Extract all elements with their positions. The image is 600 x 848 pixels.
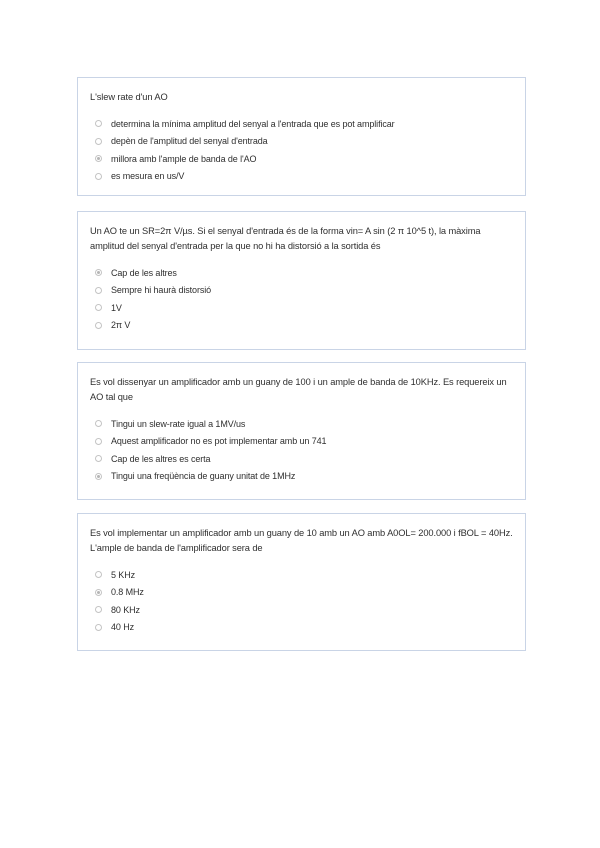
radio-button-icon[interactable] (95, 624, 102, 631)
answer-options (90, 566, 513, 636)
question-card-2 (77, 211, 526, 350)
answer-options (90, 415, 513, 485)
radio-button-icon[interactable] (95, 322, 102, 329)
answer-option-b[interactable] (95, 584, 513, 602)
answer-option-c[interactable] (95, 601, 513, 619)
answer-label: Tingui una freqüència de guany unitat de 1MHz (111, 471, 296, 482)
answer-label: es mesura en us/V (111, 171, 185, 182)
radio-button-icon[interactable] (95, 138, 102, 145)
question-card-3 (77, 362, 526, 500)
answer-option-d[interactable] (95, 468, 513, 486)
answer-option-a[interactable] (95, 566, 513, 584)
question-card-4 (77, 513, 526, 651)
answer-label: Sempre hi haurà distorsió (111, 285, 212, 296)
answer-label: determina la mínima amplitud del senyal a l'entrada que es pot amplificar (111, 118, 395, 129)
answer-option-d[interactable] (95, 619, 513, 637)
answer-option-d[interactable] (95, 168, 513, 186)
answer-label: Cap de les altres (111, 267, 177, 278)
answer-option-b[interactable] (95, 133, 513, 151)
radio-button-icon[interactable] (95, 304, 102, 311)
radio-button-icon[interactable] (95, 571, 102, 578)
radio-button-icon[interactable] (95, 120, 102, 127)
radio-button-selected-icon[interactable] (95, 473, 102, 480)
answer-label: 80 KHz (111, 604, 140, 615)
answer-option-c[interactable] (95, 150, 513, 168)
question-text: L'slew rate d'un AO (90, 92, 168, 102)
radio-button-icon[interactable] (95, 455, 102, 462)
answer-option-a[interactable] (95, 264, 513, 282)
answer-label: Aquest amplificador no es pot implementar amb un 741 (111, 436, 327, 447)
answer-option-c[interactable] (95, 299, 513, 317)
radio-button-selected-icon[interactable] (95, 269, 102, 276)
answer-label: 2π V (111, 320, 131, 331)
radio-button-icon[interactable] (95, 420, 102, 427)
radio-button-icon[interactable] (95, 606, 102, 613)
answer-option-a[interactable] (95, 415, 513, 433)
question-card-1 (77, 77, 526, 196)
radio-button-icon[interactable] (95, 287, 102, 294)
answer-label: 1V (111, 302, 122, 313)
answer-option-b[interactable] (95, 433, 513, 451)
question-text: Un AO te un SR=2π V/µs. Si el senyal d'entrada és de la forma vin= A sin (2 π 10^5 t), la màxima amplitud del senyal d'entrada per la que no hi ha distorsió a la sortida és (90, 226, 481, 251)
answer-label: Tingui un slew-rate igual a 1MV/us (111, 418, 246, 429)
radio-button-selected-icon[interactable] (95, 589, 102, 596)
answer-label: 0.8 MHz (111, 587, 144, 598)
answer-option-a[interactable] (95, 115, 513, 133)
answer-label: 40 Hz (111, 622, 135, 633)
question-text: Es vol implementar un amplificador amb un guany de 10 amb un AO amb A0OL= 200.000 i fBOL = 40Hz. L'ample de banda de l'amplificador sera de (90, 528, 513, 553)
answer-label: depèn de l'amplitud del senyal d'entrada (111, 136, 268, 147)
radio-button-icon[interactable] (95, 173, 102, 180)
radio-button-icon[interactable] (95, 438, 102, 445)
answer-option-d[interactable] (95, 317, 513, 335)
answer-options (90, 115, 513, 185)
question-text: Es vol dissenyar un amplificador amb un guany de 100 i un ample de banda de 10KHz. Es requereix un AO tal que (90, 377, 507, 402)
answer-option-c[interactable] (95, 450, 513, 468)
answer-label: Cap de les altres es certa (111, 453, 211, 464)
answer-option-b[interactable] (95, 282, 513, 300)
radio-button-selected-icon[interactable] (95, 155, 102, 162)
answer-options (90, 264, 513, 334)
answer-label: 5 KHz (111, 569, 136, 580)
answer-label: millora amb l'ample de banda de l'AO (111, 153, 257, 164)
